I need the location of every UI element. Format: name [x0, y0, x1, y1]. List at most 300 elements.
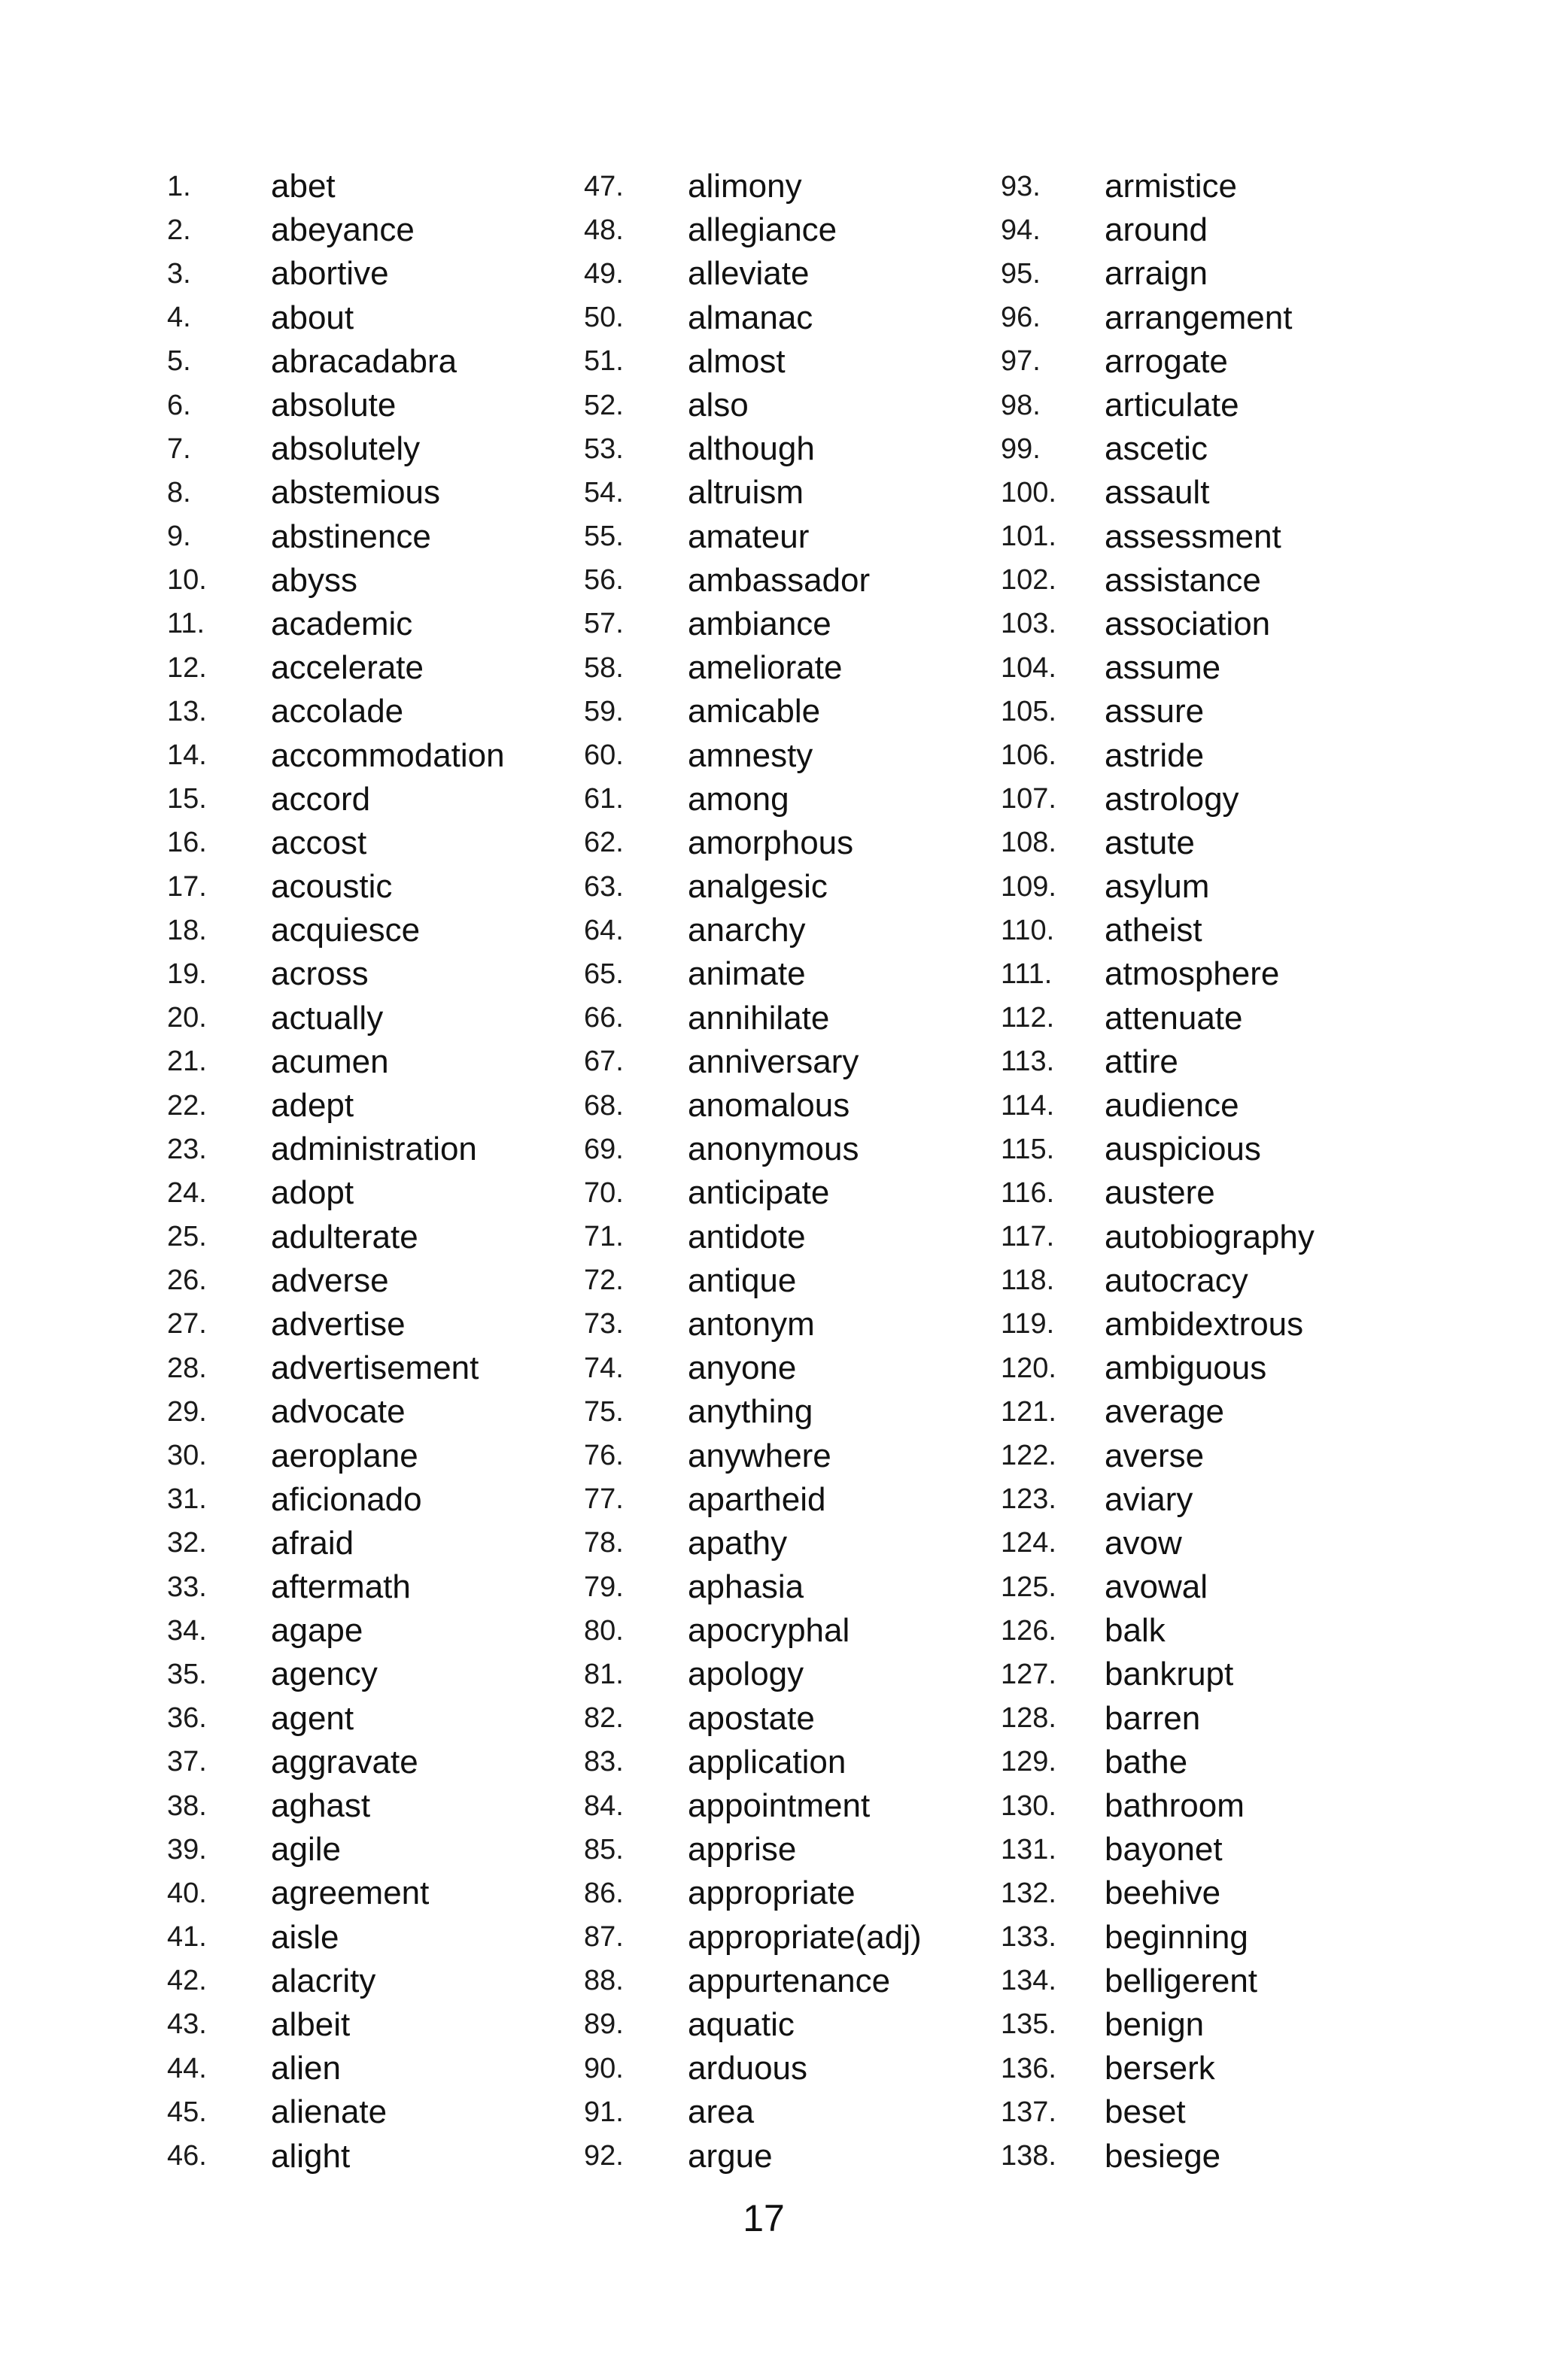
entry-number: 135. [1001, 2008, 1056, 2041]
entry-number: 74. [584, 1352, 624, 1384]
entry-word: absolute [271, 387, 397, 424]
word-entry [167, 515, 619, 559]
entry-number: 103. [1001, 608, 1056, 640]
word-entry [167, 1434, 619, 1477]
entry-word: arrogate [1105, 342, 1228, 380]
entry-number: 31. [167, 1483, 207, 1516]
entry-number: 23. [167, 1133, 207, 1165]
entry-word: albeit [271, 2005, 351, 2043]
entry-word: apology [688, 1656, 804, 1693]
entry-number: 77. [584, 1483, 624, 1516]
entry-word: belligerent [1105, 1962, 1258, 1999]
entry-number: 11. [167, 608, 205, 640]
word-entry [1001, 952, 1452, 996]
entry-word: annihilate [688, 999, 830, 1037]
entry-word: advocate [271, 1393, 406, 1431]
entry-number: 93. [1001, 170, 1041, 202]
entry-word: agency [271, 1656, 378, 1693]
entry-number: 8. [167, 476, 191, 508]
entry-word: anniversary [688, 1043, 859, 1080]
entry-word: autocracy [1105, 1261, 1248, 1299]
entry-word: accelerate [271, 649, 424, 687]
entry-number: 52. [584, 389, 624, 421]
entry-word: antidote [688, 1218, 806, 1255]
entry-word: agile [271, 1831, 341, 1868]
entry-word: aggravate [271, 1743, 418, 1780]
word-entry [167, 1259, 619, 1303]
entry-word: berserk [1105, 2050, 1215, 2087]
entry-word: abstemious [271, 474, 441, 512]
entry-word: bathe [1105, 1743, 1188, 1780]
word-entry [584, 340, 1035, 384]
entry-number: 94. [1001, 214, 1041, 246]
word-entry [167, 1084, 619, 1128]
entry-word: barren [1105, 1699, 1201, 1737]
word-entry [1001, 559, 1452, 603]
entry-number: 65. [584, 958, 624, 990]
entry-number: 79. [584, 1571, 624, 1603]
word-entry [167, 1697, 619, 1741]
entry-word: astute [1105, 824, 1195, 861]
word-entry [1001, 690, 1452, 733]
entry-word: arraign [1105, 255, 1208, 293]
word-entry [1001, 1697, 1452, 1741]
word-entry [167, 865, 619, 909]
word-entry [1001, 1128, 1452, 1171]
word-entry [584, 252, 1035, 296]
entry-number: 120. [1001, 1352, 1056, 1384]
word-entry [1001, 2003, 1452, 2047]
entry-number: 19. [167, 958, 207, 990]
word-entry [1001, 296, 1452, 340]
word-entry [1001, 427, 1452, 471]
entry-number: 61. [584, 783, 624, 815]
entry-word: averse [1105, 1437, 1205, 1474]
entry-word: administration [271, 1131, 477, 1168]
word-entry [584, 471, 1035, 515]
word-entry [1001, 165, 1452, 208]
word-entry [167, 821, 619, 865]
word-entry [167, 1346, 619, 1390]
entry-number: 1. [167, 170, 191, 202]
entry-word: adulterate [271, 1218, 418, 1255]
entry-word: amorphous [688, 824, 854, 861]
entry-number: 70. [584, 1176, 624, 1209]
entry-word: anything [688, 1393, 813, 1431]
word-entry [167, 1609, 619, 1653]
entry-word: articulate [1105, 387, 1239, 424]
entry-number: 73. [584, 1308, 624, 1340]
word-entry [1001, 1259, 1452, 1303]
word-entry [584, 1960, 1035, 2003]
word-entry [167, 1040, 619, 1084]
entry-word: alimony [688, 168, 802, 205]
entry-number: 20. [167, 1002, 207, 1034]
entry-word: arrangement [1105, 299, 1293, 336]
word-entry [1001, 252, 1452, 296]
word-entry [167, 2047, 619, 2090]
entry-number: 3. [167, 257, 191, 290]
entry-number: 126. [1001, 1614, 1056, 1647]
entry-word: abeyance [271, 211, 415, 249]
entry-word: arduous [688, 2050, 808, 2087]
word-entry [167, 603, 619, 646]
entry-word: besiege [1105, 2137, 1221, 2175]
word-entry [584, 2047, 1035, 2090]
entry-number: 63. [584, 870, 624, 903]
word-entry [584, 646, 1035, 690]
entry-word: afraid [271, 1524, 354, 1562]
word-entry [584, 952, 1035, 996]
entry-number: 136. [1001, 2052, 1056, 2084]
entry-word: argue [688, 2137, 773, 2175]
entry-word: acoustic [271, 868, 393, 906]
word-entry [1001, 1565, 1452, 1609]
word-entry [584, 165, 1035, 208]
word-entry [1001, 1960, 1452, 2003]
word-entry [167, 997, 619, 1040]
entry-word: abracadabra [271, 342, 457, 380]
word-entry [167, 165, 619, 208]
word-entry [167, 1741, 619, 1784]
entry-number: 53. [584, 433, 624, 465]
entry-word: autobiography [1105, 1218, 1315, 1255]
word-entry [167, 1828, 619, 1872]
entry-word: amnesty [688, 736, 813, 774]
entry-number: 88. [584, 1965, 624, 1997]
word-entry [1001, 1609, 1452, 1653]
entry-word: abortive [271, 255, 389, 293]
entry-word: actually [271, 999, 384, 1037]
word-entry [167, 1522, 619, 1565]
entry-number: 30. [167, 1440, 207, 1472]
entry-number: 101. [1001, 521, 1056, 553]
word-entry [167, 1565, 619, 1609]
word-entry [1001, 865, 1452, 909]
word-entry [1001, 1478, 1452, 1522]
word-entry [584, 821, 1035, 865]
entry-number: 86. [584, 1877, 624, 1909]
word-entry [167, 384, 619, 427]
entry-word: advertisement [271, 1349, 479, 1387]
word-entry [584, 1697, 1035, 1741]
entry-word: assistance [1105, 561, 1261, 599]
entry-word: aftermath [271, 1568, 411, 1606]
entry-number: 109. [1001, 870, 1056, 903]
word-entry [584, 1434, 1035, 1477]
entry-word: anomalous [688, 1087, 850, 1125]
entry-number: 130. [1001, 1790, 1056, 1822]
entry-number: 134. [1001, 1965, 1056, 1997]
entry-number: 48. [584, 214, 624, 246]
entry-word: although [688, 430, 815, 468]
word-entry [167, 296, 619, 340]
entry-number: 133. [1001, 1921, 1056, 1953]
word-entry [1001, 603, 1452, 646]
word-entry [584, 603, 1035, 646]
word-entry [1001, 1434, 1452, 1477]
entry-number: 21. [167, 1046, 207, 1078]
entry-number: 138. [1001, 2140, 1056, 2172]
word-entry [584, 1565, 1035, 1609]
entry-word: aisle [271, 1918, 339, 1956]
entry-word: ascetic [1105, 430, 1208, 468]
entry-number: 113. [1001, 1046, 1055, 1078]
entry-number: 32. [167, 1527, 207, 1559]
entry-number: 46. [167, 2140, 207, 2172]
entry-word: assault [1105, 474, 1210, 512]
entry-word: antonym [688, 1305, 815, 1343]
entry-word: apprise [688, 1831, 797, 1868]
word-entry [584, 1084, 1035, 1128]
word-entry [584, 427, 1035, 471]
entry-word: adverse [271, 1261, 389, 1299]
word-entry [167, 2134, 619, 2178]
entry-number: 26. [167, 1264, 207, 1297]
entry-number: 45. [167, 2096, 207, 2128]
entry-number: 71. [584, 1221, 624, 1253]
entry-word: academic [271, 605, 413, 642]
entry-number: 72. [584, 1264, 624, 1297]
word-entry [584, 1128, 1035, 1171]
entry-word: avow [1105, 1524, 1182, 1562]
entry-number: 35. [167, 1658, 207, 1690]
entry-number: 33. [167, 1571, 207, 1603]
entry-number: 43. [167, 2008, 207, 2041]
entry-number: 132. [1001, 1877, 1056, 1909]
entry-number: 97. [1001, 345, 1041, 378]
word-column-2 [584, 165, 1035, 2178]
entry-word: alien [271, 2050, 341, 2087]
entry-word: austere [1105, 1174, 1215, 1212]
entry-number: 12. [167, 651, 207, 684]
word-entry [584, 1390, 1035, 1434]
entry-word: analgesic [688, 868, 828, 906]
word-entry [167, 427, 619, 471]
entry-word: around [1105, 211, 1208, 249]
entry-word: amateur [688, 518, 810, 555]
entry-number: 62. [584, 827, 624, 859]
entry-number: 92. [584, 2140, 624, 2172]
entry-word: balk [1105, 1612, 1166, 1650]
entry-word: appropriate(adj) [688, 1918, 922, 1956]
entry-number: 17. [167, 870, 207, 903]
entry-word: adopt [271, 1174, 354, 1212]
entry-number: 55. [584, 521, 624, 553]
word-entry [584, 384, 1035, 427]
entry-word: abyss [271, 561, 357, 599]
word-entry [584, 1346, 1035, 1390]
entry-word: across [271, 955, 369, 993]
entry-word: beginning [1105, 1918, 1248, 1956]
entry-number: 10. [167, 564, 207, 597]
entry-number: 42. [167, 1965, 207, 1997]
entry-number: 105. [1001, 695, 1056, 727]
entry-word: bathroom [1105, 1787, 1245, 1825]
word-entry [584, 778, 1035, 821]
word-entry [584, 1259, 1035, 1303]
entry-word: aquatic [688, 2005, 795, 2043]
word-entry [167, 733, 619, 777]
entry-word: alleviate [688, 255, 810, 293]
word-entry [167, 1390, 619, 1434]
word-entry [584, 2134, 1035, 2178]
word-entry [1001, 1216, 1452, 1259]
word-entry [167, 208, 619, 252]
entry-word: absolutely [271, 430, 421, 468]
word-entry [1001, 909, 1452, 952]
entry-number: 111. [1001, 958, 1053, 990]
word-entry [584, 909, 1035, 952]
entry-number: 100. [1001, 476, 1056, 508]
entry-number: 27. [167, 1308, 207, 1340]
entry-number: 69. [584, 1133, 624, 1165]
entry-number: 123. [1001, 1483, 1056, 1516]
entry-word: ambiguous [1105, 1349, 1267, 1387]
entry-number: 129. [1001, 1746, 1056, 1778]
word-entry [1001, 997, 1452, 1040]
word-entry [167, 909, 619, 952]
entry-number: 66. [584, 1002, 624, 1034]
word-entry [167, 340, 619, 384]
entry-word: astride [1105, 736, 1205, 774]
word-entry [1001, 1784, 1452, 1828]
entry-word: attenuate [1105, 999, 1243, 1037]
entry-number: 107. [1001, 783, 1056, 815]
word-entry [584, 1784, 1035, 1828]
entry-number: 59. [584, 695, 624, 727]
entry-number: 119. [1001, 1308, 1055, 1340]
word-entry [584, 1916, 1035, 1960]
entry-word: abet [271, 168, 336, 205]
entry-word: apostate [688, 1699, 815, 1737]
entry-word: abstinence [271, 518, 431, 555]
entry-word: ambiance [688, 605, 831, 642]
word-entry [1001, 1916, 1452, 1960]
entry-number: 22. [167, 1089, 207, 1122]
entry-word: ambidextrous [1105, 1305, 1304, 1343]
entry-number: 5. [167, 345, 191, 378]
entry-number: 54. [584, 476, 624, 508]
word-entry [584, 1522, 1035, 1565]
entry-word: antique [688, 1261, 797, 1299]
entry-number: 2. [167, 214, 191, 246]
word-entry [167, 252, 619, 296]
word-entry [1001, 778, 1452, 821]
word-entry [1001, 733, 1452, 777]
entry-number: 124. [1001, 1527, 1056, 1559]
entry-word: assure [1105, 693, 1205, 730]
entry-number: 112. [1001, 1002, 1055, 1034]
entry-number: 49. [584, 257, 624, 290]
word-entry [1001, 2134, 1452, 2178]
entry-word: aeroplane [271, 1437, 418, 1474]
entry-number: 122. [1001, 1440, 1056, 1472]
word-entry [1001, 1171, 1452, 1215]
word-entry [584, 733, 1035, 777]
word-entry [167, 1303, 619, 1346]
word-entry [1001, 1828, 1452, 1872]
entry-number: 85. [584, 1833, 624, 1865]
word-entry [584, 1303, 1035, 1346]
entry-number: 78. [584, 1527, 624, 1559]
entry-word: application [688, 1743, 846, 1780]
entry-number: 67. [584, 1046, 624, 1078]
entry-number: 104. [1001, 651, 1056, 684]
entry-word: acquiesce [271, 912, 421, 949]
word-entry [167, 1916, 619, 1960]
entry-word: armistice [1105, 168, 1238, 205]
entry-number: 47. [584, 170, 624, 202]
entry-number: 84. [584, 1790, 624, 1822]
word-entry [167, 1171, 619, 1215]
word-entry [167, 1128, 619, 1171]
entry-number: 121. [1001, 1395, 1056, 1428]
entry-number: 18. [167, 914, 207, 946]
entry-number: 75. [584, 1395, 624, 1428]
entry-word: appurtenance [688, 1962, 891, 1999]
entry-number: 118. [1001, 1264, 1055, 1297]
entry-word: atheist [1105, 912, 1202, 949]
word-entry [167, 1653, 619, 1696]
word-entry [1001, 1040, 1452, 1084]
word-entry [1001, 821, 1452, 865]
entry-number: 34. [167, 1614, 207, 1647]
word-entry [167, 952, 619, 996]
word-entry [584, 1478, 1035, 1522]
word-entry [584, 865, 1035, 909]
entry-word: auspicious [1105, 1131, 1261, 1168]
word-entry [1001, 1346, 1452, 1390]
entry-word: accommodation [271, 736, 505, 774]
entry-word: apartheid [688, 1480, 826, 1518]
entry-word: almost [688, 342, 786, 380]
entry-word: amicable [688, 693, 821, 730]
entry-word: aficionado [271, 1480, 422, 1518]
entry-number: 4. [167, 302, 191, 334]
entry-number: 96. [1001, 302, 1041, 334]
word-entry [584, 690, 1035, 733]
entry-word: alacrity [271, 1962, 376, 1999]
entry-number: 117. [1001, 1221, 1055, 1253]
entry-number: 110. [1001, 914, 1055, 946]
entry-word: agent [271, 1699, 354, 1737]
entry-number: 38. [167, 1790, 207, 1822]
word-entry [1001, 1084, 1452, 1128]
entry-number: 14. [167, 739, 207, 772]
word-entry [167, 1872, 619, 1915]
entry-word: average [1105, 1393, 1225, 1431]
entry-word: avowal [1105, 1568, 1208, 1606]
word-entry [167, 2090, 619, 2134]
entry-word: assessment [1105, 518, 1281, 555]
entry-word: also [688, 387, 749, 424]
word-entry [1001, 646, 1452, 690]
entry-word: adept [271, 1087, 354, 1125]
entry-number: 40. [167, 1877, 207, 1909]
word-entry [584, 1171, 1035, 1215]
entry-word: atmosphere [1105, 955, 1280, 993]
word-entry [1001, 384, 1452, 427]
entry-word: appointment [688, 1787, 871, 1825]
entry-word: anonymous [688, 1131, 859, 1168]
entry-number: 91. [584, 2096, 624, 2128]
entry-word: apathy [688, 1524, 788, 1562]
entry-number: 44. [167, 2052, 207, 2084]
word-entry [167, 471, 619, 515]
word-entry [167, 1784, 619, 1828]
word-entry [1001, 208, 1452, 252]
